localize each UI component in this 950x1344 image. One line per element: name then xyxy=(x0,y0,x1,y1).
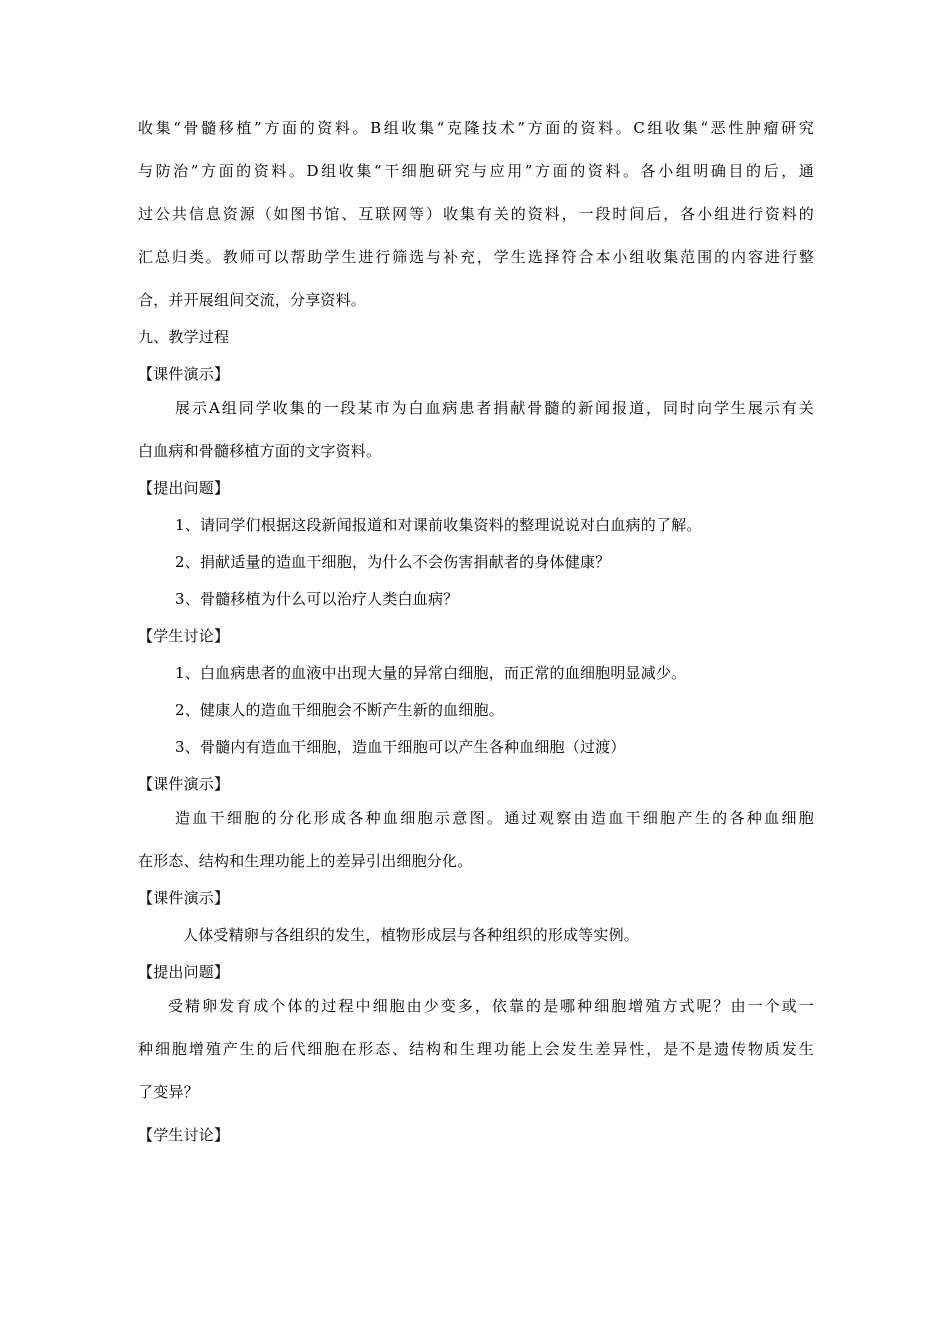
block-heading: 【课件演示】 xyxy=(138,365,230,383)
paragraph-line: 汇总归类。教师可以帮助学生进行筛选与补充，学生选择符合本小组收集范围的内容进行整 xyxy=(138,248,814,266)
intro-paragraph xyxy=(138,118,814,310)
paragraph-line: 种细胞增殖产生的后代细胞在形态、结构和生理功能上会发生差异性，是不是遗传物质发生 xyxy=(138,1040,814,1058)
paragraph-line: 展示A组同学收集的一段某市为白血病患者捐献骨髓的新闻报道，同时向学生展示有关 xyxy=(175,399,814,417)
block-heading: 【提出问题】 xyxy=(138,963,230,981)
list-item: 1、请同学们根据这段新闻报道和对课前收集资料的整理说说对白血病的了解。 xyxy=(175,516,702,534)
paragraph-line: 造血干细胞的分化形成各种血细胞示意图。通过观察由造血干细胞产生的各种血细胞 xyxy=(175,809,814,827)
list-item: 1、白血病患者的血液中出现大量的异常白细胞，而正常的血细胞明显减少。 xyxy=(175,664,687,682)
document-page xyxy=(138,118,814,1145)
paragraph-line: 了变异？ xyxy=(138,1083,199,1101)
list-item: 2、健康人的造血干细胞会不断产生新的血细胞。 xyxy=(175,701,504,719)
section-title: 九、教学过程 xyxy=(138,328,230,346)
paragraph-line: 与防治”方面的资料。D组收集“干细胞研究与应用”方面的资料。各小组明确目的后，通 xyxy=(138,162,814,180)
paragraph-line: 在形态、结构和生理功能上的差异引出细胞分化。 xyxy=(138,852,473,870)
list-item: 3、骨髓内有造血干细胞，造血干细胞可以产生各种血细胞（过渡） xyxy=(175,738,626,756)
block-heading: 【课件演示】 xyxy=(138,775,230,793)
block-heading: 【课件演示】 xyxy=(138,889,230,907)
list-item: 2、捐献适量的造血干细胞，为什么不会伤害捐献者的身体健康？ xyxy=(175,553,611,571)
paragraph-line: 白血病和骨髓移植方面的文字资料。 xyxy=(138,442,382,460)
paragraph-line: 过公共信息资源（如图书馆、互联网等）收集有关的资料，一段时间后，各小组进行资料的 xyxy=(138,205,814,223)
paragraph-line: 收集“骨髓移植”方面的资料。B组收集“克隆技术”方面的资料。C组收集“恶性肿瘤研究 xyxy=(138,119,814,137)
block-heading: 【学生讨论】 xyxy=(138,627,230,645)
paragraph-line: 合，并开展组间交流，分享资料。 xyxy=(138,291,367,309)
paragraph-line: 人体受精卵与各组织的发生，植物形成层与各种组织的形成等实例。 xyxy=(183,926,640,944)
list-item: 3、骨髓移植为什么可以治疗人类白血病？ xyxy=(175,590,459,608)
block-heading: 【提出问题】 xyxy=(138,479,230,497)
block-heading: 【学生讨论】 xyxy=(138,1126,230,1144)
paragraph-line: 受精卵发育成个体的过程中细胞由少变多，依靠的是哪种细胞增殖方式呢？由一个或一 xyxy=(168,997,814,1015)
